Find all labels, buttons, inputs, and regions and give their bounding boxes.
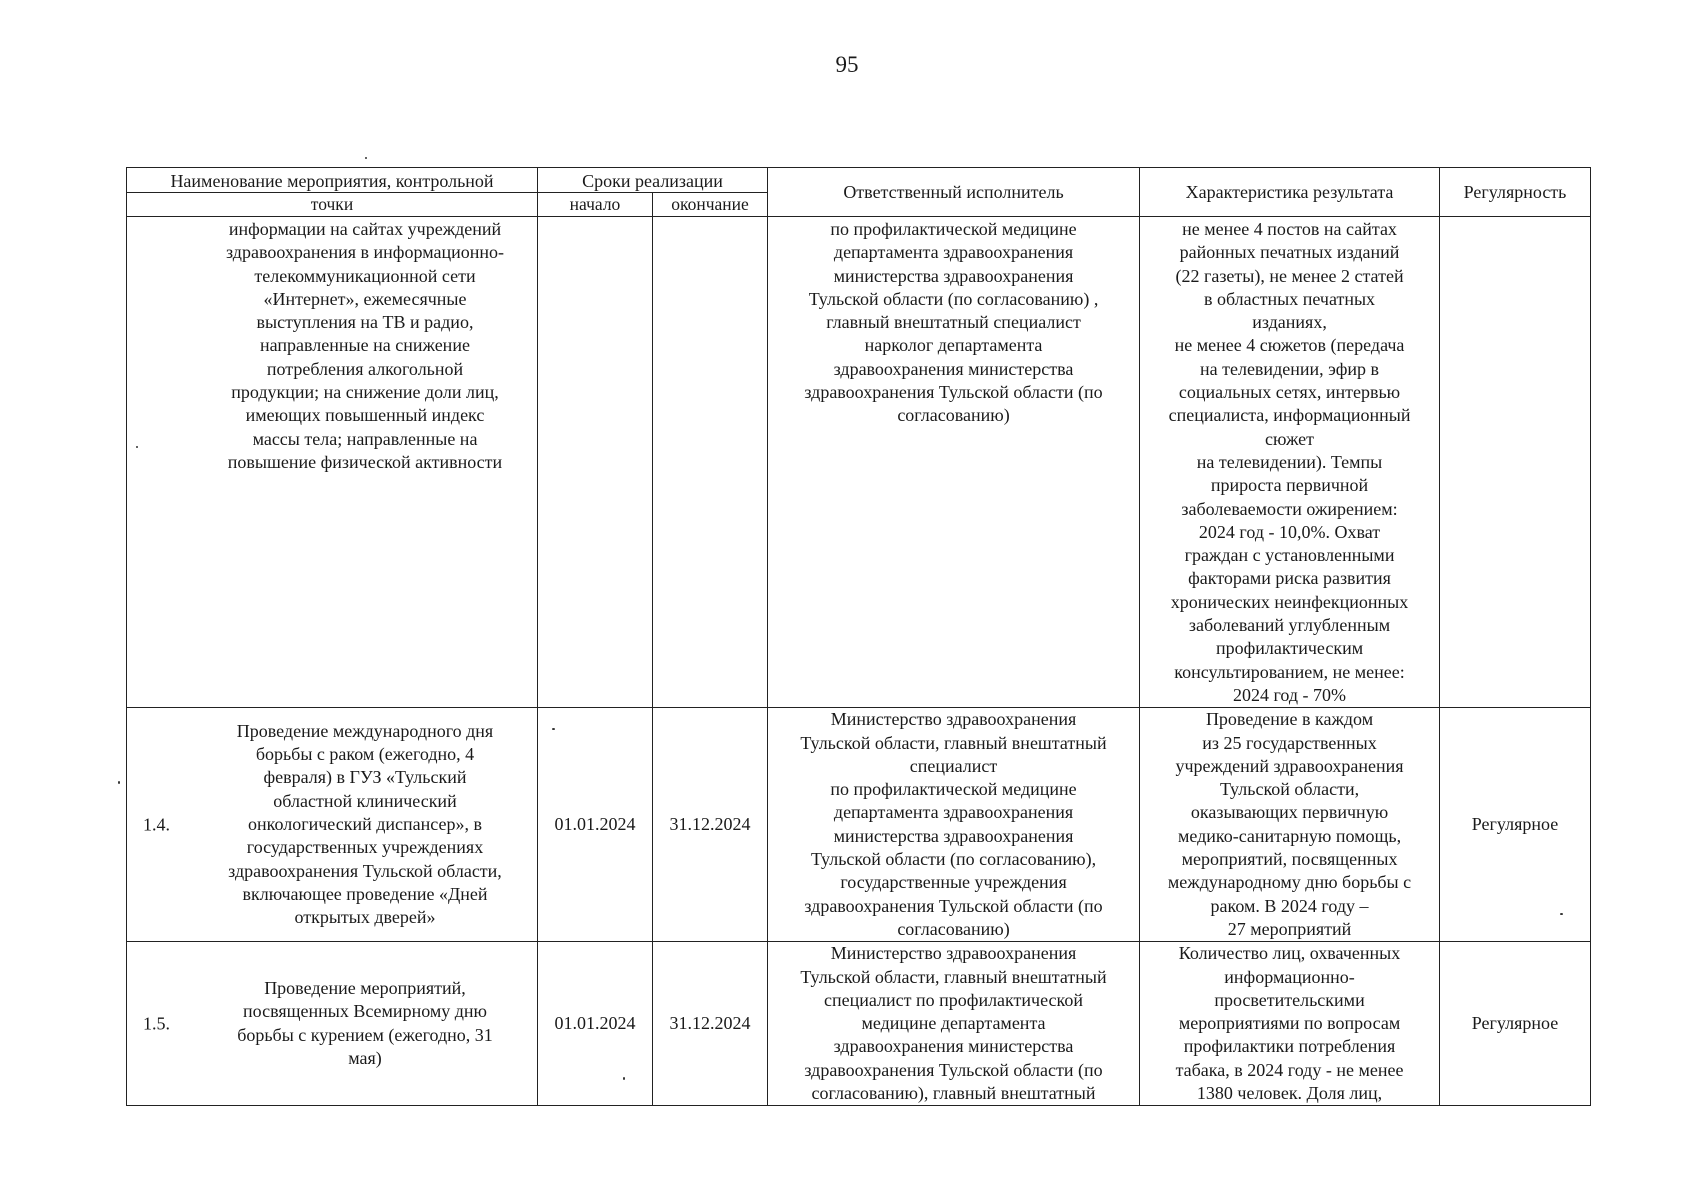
text-line: Министерство здравоохранения bbox=[830, 709, 1077, 730]
end-date-cell: 31.12.2024 bbox=[653, 942, 768, 1106]
result-cell bbox=[1140, 217, 1440, 708]
text-line: 27 мероприятий bbox=[1227, 918, 1352, 939]
text-line: в областных печатных bbox=[1203, 288, 1376, 309]
text-line: государственные учреждения bbox=[840, 872, 1067, 893]
text-line: из 25 государственных bbox=[1202, 732, 1377, 753]
text-line: нарколог департамента bbox=[864, 335, 1043, 356]
end-date-cell: 31.12.2024 bbox=[653, 708, 768, 942]
text-line: на телевидении). Темпы bbox=[1196, 451, 1383, 472]
regularity-cell bbox=[1440, 217, 1591, 708]
text-line: Проведение международного дня bbox=[236, 720, 494, 741]
header-name-continued: точки bbox=[127, 193, 538, 217]
text-line: Тульской области, bbox=[1219, 779, 1360, 800]
text-line: направленные на снижение bbox=[260, 335, 470, 356]
text-line: борьбы с раком (ежегодно, 4 bbox=[255, 744, 475, 765]
page-number: 95 bbox=[835, 52, 859, 77]
text-line: февраля) в ГУЗ «Тульский bbox=[263, 767, 467, 788]
text-line: открытых дверей» bbox=[294, 907, 436, 928]
text-line: выступления на ТВ и радио, bbox=[256, 312, 474, 333]
header-result: Характеристика результата bbox=[1140, 168, 1440, 217]
text-line: здравоохранения Тульской области (по bbox=[804, 382, 1103, 403]
header-start: начало bbox=[538, 193, 653, 217]
table-row bbox=[127, 708, 1591, 942]
text-line: Тульской области, главный внештатный bbox=[800, 966, 1107, 987]
regularity-cell: Регулярное bbox=[1440, 942, 1591, 1106]
text-line: согласованию) bbox=[897, 918, 1010, 939]
text-line: повышение физической активности bbox=[227, 451, 503, 472]
text-line: Министерство здравоохранения bbox=[830, 943, 1077, 964]
text-line: телекоммуникационной сети bbox=[254, 265, 476, 286]
text-line: министерства здравоохранения bbox=[833, 265, 1074, 286]
name-cell bbox=[127, 942, 538, 1106]
row-number: 1.4. bbox=[143, 814, 170, 835]
scan-speck bbox=[365, 157, 367, 159]
activities-table bbox=[126, 167, 1591, 1106]
text-line: оказывающих первичную bbox=[1190, 802, 1389, 823]
text-line: граждан с установленными bbox=[1184, 545, 1395, 566]
text-line: прироста первичной bbox=[1210, 475, 1369, 496]
text-line: продукции; на снижение доли лиц, bbox=[231, 382, 499, 403]
text-line: заболеваемости ожирением: bbox=[1181, 498, 1398, 519]
text-line: специалист по профилактической bbox=[824, 989, 1083, 1010]
text-line: хронических неинфекционных bbox=[1170, 591, 1409, 612]
text-line: борьбы с курением (ежегодно, 31 bbox=[237, 1024, 493, 1045]
responsible-cell bbox=[768, 708, 1140, 942]
text-line: главный внештатный специалист bbox=[826, 312, 1081, 333]
text-line: Тульской области (по согласованию) , bbox=[808, 288, 1099, 309]
text-line: по профилактической медицине bbox=[830, 219, 1077, 239]
row-number: 1.5. bbox=[143, 1013, 170, 1034]
text-line: профилактическим bbox=[1215, 638, 1364, 659]
text-line: медицине департамента bbox=[861, 1013, 1046, 1034]
text-line: профилактики потребления bbox=[1183, 1036, 1396, 1057]
text-line: раком. В 2024 году – bbox=[1210, 895, 1369, 916]
text-line: медико-санитарную помощь, bbox=[1177, 825, 1402, 846]
end-date-cell bbox=[653, 217, 768, 708]
text-line: согласованию) bbox=[897, 405, 1010, 426]
text-line: включающее проведение «Дней bbox=[242, 883, 488, 904]
text-line: специалист bbox=[909, 755, 998, 776]
text-line: на телевидении, эфир в bbox=[1199, 358, 1380, 379]
text-line: здравоохранения Тульской области (по bbox=[804, 895, 1103, 916]
text-line: информации на сайтах учреждений bbox=[228, 219, 502, 239]
text-line: здравоохранения министерства bbox=[833, 1036, 1074, 1057]
header-dates-group: Сроки реализации bbox=[538, 168, 768, 193]
name-cell bbox=[127, 708, 538, 942]
table-row bbox=[127, 217, 1591, 708]
scan-speck bbox=[118, 781, 120, 784]
text-line: международному дню борьбы с bbox=[1167, 872, 1412, 893]
text-line: 1380 человек. Доля лиц, bbox=[1196, 1083, 1383, 1104]
text-line: Тульской области (по согласованию), bbox=[810, 849, 1097, 870]
text-line: мероприятий, посвященных bbox=[1181, 849, 1398, 870]
header-end: окончание bbox=[653, 193, 768, 217]
start-date-cell: 01.01.2024 bbox=[538, 708, 653, 942]
text-line: областной клинический bbox=[273, 790, 457, 811]
start-date-cell: 01.01.2024 bbox=[538, 942, 653, 1106]
name-cell bbox=[127, 217, 538, 708]
text-line: просветительскими bbox=[1214, 989, 1365, 1010]
text-line: имеющих повышенный индекс bbox=[245, 405, 485, 426]
text-line: консультированием, не менее: bbox=[1174, 661, 1405, 682]
result-cell bbox=[1140, 942, 1440, 1106]
text-line: здравоохранения Тульской области (по bbox=[804, 1059, 1103, 1080]
text-line: социальных сетях, интервью bbox=[1178, 382, 1401, 403]
text-line: мероприятиями по вопросам bbox=[1178, 1013, 1401, 1034]
text-line: здравоохранения Тульской области, bbox=[228, 860, 502, 881]
text-line: мая) bbox=[348, 1048, 382, 1069]
text-line: по профилактической медицине bbox=[830, 779, 1077, 800]
text-line: Количество лиц, охваченных bbox=[1178, 943, 1401, 964]
text-line: специалиста, информационный bbox=[1168, 405, 1411, 426]
result-cell bbox=[1140, 708, 1440, 942]
text-line: «Интернет», ежемесячные bbox=[263, 288, 467, 309]
header-name: Наименование мероприятия, контрольной bbox=[127, 168, 538, 193]
responsible-cell bbox=[768, 217, 1140, 708]
text-line: потребления алкогольной bbox=[266, 358, 464, 379]
text-line: онкологический диспансер», в bbox=[248, 814, 482, 835]
responsible-cell bbox=[768, 942, 1140, 1106]
text-line: изданиях, bbox=[1252, 312, 1327, 333]
table-row bbox=[127, 942, 1591, 1106]
text-line: районных печатных изданий bbox=[1179, 242, 1400, 263]
text-line: информационно- bbox=[1224, 966, 1355, 987]
text-line: заболеваний углубленным bbox=[1188, 615, 1391, 636]
table-header-row bbox=[127, 168, 1591, 193]
text-line: согласованию), главный внештатный bbox=[811, 1083, 1096, 1104]
text-line: табака, в 2024 году - не менее bbox=[1175, 1059, 1404, 1080]
text-line: (22 газеты), не менее 2 статей bbox=[1175, 265, 1404, 286]
text-line: департамента здравоохранения bbox=[833, 242, 1074, 263]
text-line: Проведение в каждом bbox=[1205, 709, 1374, 730]
text-line: министерства здравоохранения bbox=[833, 825, 1074, 846]
text-line: Тульской области, главный внештатный bbox=[800, 732, 1107, 753]
header-regularity: Регулярность bbox=[1440, 168, 1591, 217]
text-line: государственных учреждениях bbox=[246, 837, 484, 858]
start-date-cell bbox=[538, 217, 653, 708]
text-line: 2024 год - 70% bbox=[1232, 684, 1347, 705]
text-line: здравоохранения министерства bbox=[833, 358, 1074, 379]
regularity-cell: Регулярное bbox=[1440, 708, 1591, 942]
text-line: факторами риска развития bbox=[1188, 568, 1391, 589]
text-line: массы тела; направленные на bbox=[252, 428, 478, 449]
text-line: не менее 4 сюжетов (передача bbox=[1174, 335, 1405, 356]
text-line: посвященных Всемирному дню bbox=[243, 1001, 487, 1022]
text-line: здравоохранения в информационно- bbox=[226, 242, 504, 263]
text-line: 2024 год - 10,0%. Охват bbox=[1198, 521, 1381, 542]
header-responsible: Ответственный исполнитель bbox=[768, 168, 1140, 217]
text-line: департамента здравоохранения bbox=[833, 802, 1074, 823]
text-line: не менее 4 постов на сайтах bbox=[1182, 219, 1397, 239]
text-line: учреждений здравоохранения bbox=[1175, 755, 1404, 776]
text-line: сюжет bbox=[1264, 428, 1315, 449]
text-line: Проведение мероприятий, bbox=[264, 978, 466, 999]
